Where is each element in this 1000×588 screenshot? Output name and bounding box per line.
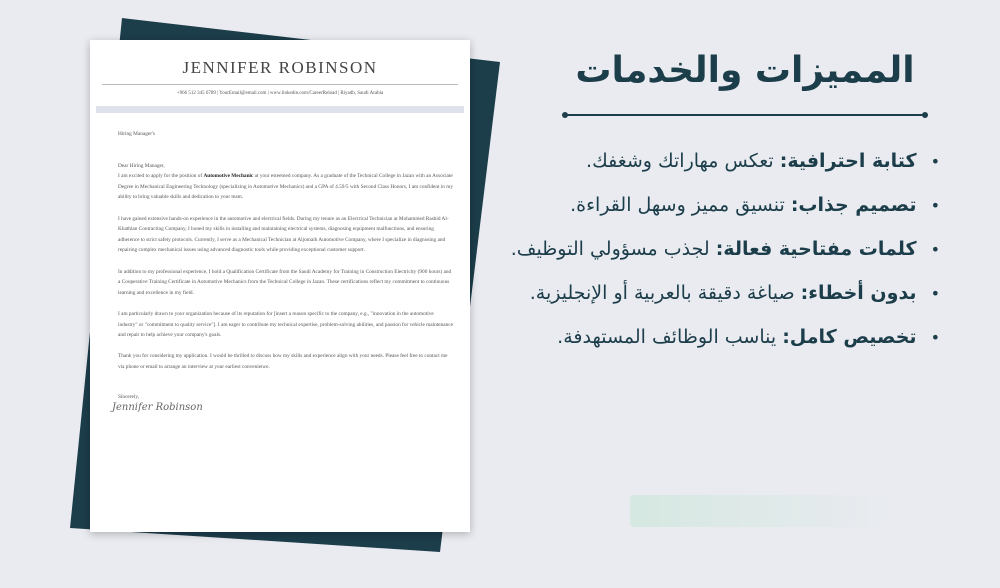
paragraph-1: I am excited to apply for the position of: [118, 173, 204, 180]
feature-text: صياغة دقيقة بالعربية أو الإنجليزية.: [529, 282, 801, 304]
letter-contact: +966 512 345 6789 | YourEmail@email.com | www.linkedin.com/CareerReload | Riyadh, Saudi Arabia: [176, 91, 384, 96]
features-title: المميزات والخدمات: [575, 50, 915, 91]
paragraph-1-cont: at your esteemed company. As a graduate of the Technical College in Jazan with an Associate Degree in Mechanical Engineering Technology (specializing in Automotive Mechanics) and a GPA of 4.59/5 with Second Class Honors, I am confident in my ability to bring valuable skills and dedication to your team.: [118, 173, 454, 201]
feature-text: تنسيق مميز وسهل القراءة.: [570, 194, 791, 216]
decorative-glow: [630, 495, 890, 527]
paragraph-5: Thank you for considering my application. I would be thrilled to discuss how my skills and experience align with your needs. Please feel free to contact me via phone or email to arrange an interview at your earliest convenience.: [118, 353, 448, 370]
letter-name: JENNIFER ROBINSON: [182, 58, 378, 77]
list-item: [520, 146, 940, 190]
feature-label: بدون أخطاء:: [800, 282, 917, 304]
cover-letter-document: [90, 40, 470, 532]
recipient: Hiring Manager's: [118, 131, 155, 137]
feature-text: تعكس مهاراتك وشغفك.: [586, 150, 780, 172]
title-divider: [565, 114, 925, 116]
paragraph-2: I have gained extensive hands-on experience in the automotive and electrical fields. During my tenure as an Electrical Technician at Mohammed Rashid Al-Khathlan Contracting Company, I honed my skills in installing and maintaining electrical systems, diagnosing equipment malfunctions, and ensuring adherence to strict safety protocols. Currently, I serve as a Mechanical Technician at Aljomaih Automotive Company, where I specialize in diagnosing and repairing complex mechanical issues using advanced diagnostic tools while providing exceptional customer support.: [118, 215, 449, 254]
greeting: Dear Hiring Manager,: [118, 162, 165, 169]
list-item: [520, 190, 940, 234]
list-item: [520, 322, 940, 366]
feature-text: لجذب مسؤولي التوظيف.: [510, 238, 716, 260]
closing: Sincerely,: [118, 394, 139, 401]
job-title: Automotive Mechanic: [203, 173, 254, 180]
feature-text: يناسب الوظائف المستهدفة.: [557, 326, 783, 348]
paragraph-3: In addition to my professional experience, I hold a Qualification Certificate from the Saudi Academy for Training in Construction Electricity (900 hours) and a Cooperative Training Certificate in Automotive Mechanics from the Technical College in Jazan. These certifications reflect my commitment to continuous learning and excellence in my field.: [118, 268, 452, 296]
features-list: [510, 146, 940, 366]
divider: [102, 84, 458, 85]
list-item: [520, 278, 940, 322]
feature-label: تصميم جذاب:: [790, 194, 917, 216]
feature-label: كلمات مفتاحية فعالة:: [715, 238, 917, 260]
list-item: [510, 234, 940, 278]
header-band: [96, 106, 464, 113]
signature: Jennifer Robinson: [112, 402, 203, 414]
feature-label: كتابة احترافية:: [779, 150, 917, 172]
feature-label: تخصيص كامل:: [782, 326, 917, 348]
paragraph-4: I am particularly drawn to your organization because of its reputation for [insert a reason specific to the company, e.g., "innovation in the automotive industry" or "commitment to quality service"]. I am eager to contribute my technical expertise, problem-solving abilities, and passion for vehicle maintenance and repair to help achieve your company's goals.: [118, 310, 453, 339]
